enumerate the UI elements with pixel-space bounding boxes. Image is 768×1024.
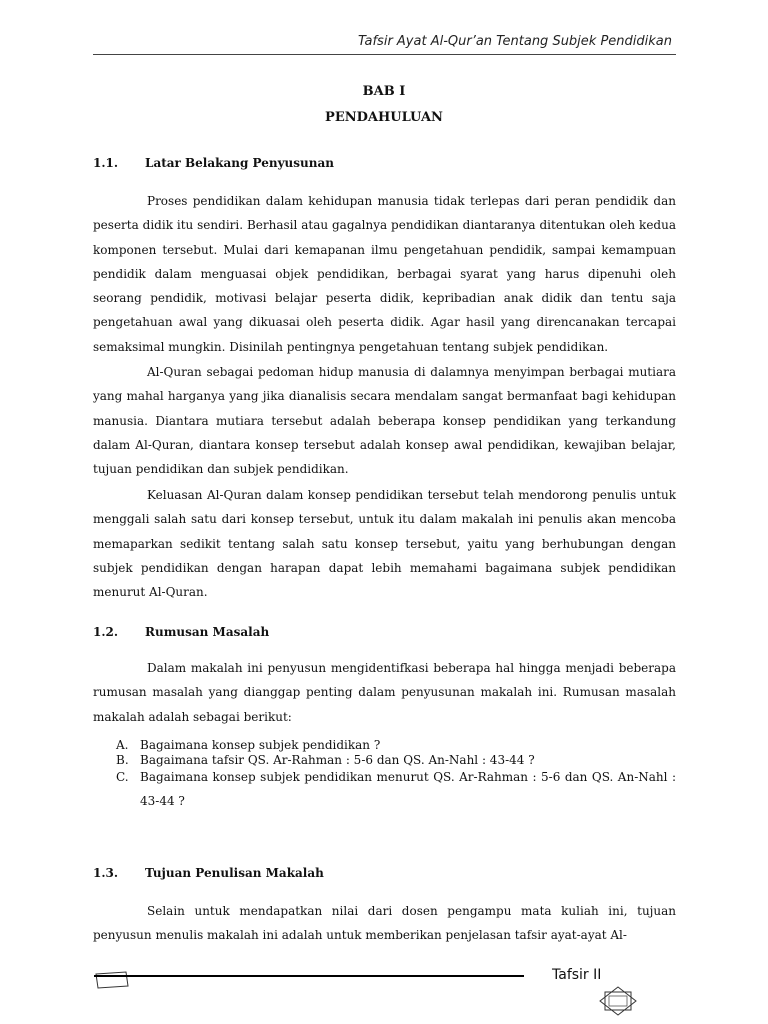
list-item: [116, 765, 676, 813]
header-divider: [93, 54, 676, 55]
list-item-text: Bagaimana tafsir QS. Ar-Rahman : 5-6 dan QS. An-Nahl : 43-44 ?: [140, 753, 535, 768]
section-title: Tujuan Penulisan Makalah: [145, 866, 324, 880]
section-heading-1-1: [93, 156, 334, 170]
section-heading-1-2: [93, 625, 269, 639]
list-marker: B.: [116, 753, 129, 768]
list-item: [116, 738, 676, 753]
footer-divider: [94, 975, 524, 977]
section-number: 1.2.: [93, 625, 119, 639]
list-item-text: Bagaimana konsep subjek pendidikan menurut QS. Ar-Rahman : 5-6 dan QS. An-Nahl : 43-44 ?: [140, 769, 676, 808]
section-title: Rumusan Masalah: [145, 625, 270, 639]
section-number: 1.3.: [93, 866, 119, 880]
section-number: 1.1.: [93, 156, 119, 170]
paragraph-1-1-a: Proses pendidikan dalam kehidupan manusia tidak terlepas dari peran pendidik dan peserta didik itu sendiri. Berhasil atau gagalnya pendidikan diantaranya ditentukan oleh kedua komponen tersebut. Mulai dari kemapanan ilmu pengetahuan pendidik, sampai kemampuan pendidik dalam menguasai objek pendidikan, berbagai syarat yang harus dipenuhi oleh seorang pendidik, motivasi belajar peserta didik, kepribadian anak didik dan tentu saja pengetahuan awal yang dikuasai oleh peserta didik. Agar hasil yang direncanakan tercapai semaksimal mungkin. Disinilah pentingnya pengetahuan tentang subjek pendidikan.: [93, 194, 676, 354]
footer-emblem-icon: [598, 985, 638, 1017]
list-marker: A.: [116, 738, 129, 752]
problem-list: [116, 738, 676, 813]
section-heading-1-3: [93, 866, 324, 880]
list-marker: C.: [116, 769, 129, 784]
list-item-text: Bagaimana konsep subjek pendidikan ?: [140, 738, 381, 752]
footer-label: Tafsir II: [552, 967, 602, 983]
chapter-number: BAB I: [362, 84, 406, 99]
running-header-title: Tafsir Ayat Al-Qur’an Tentang Subjek Pendidikan: [357, 34, 672, 49]
footer-ornament-icon: [94, 970, 130, 990]
paragraph-1-1-c: Keluasan Al-Quran dalam konsep pendidikan tersebut telah mendorong penulis untuk menggali salah satu dari konsep tersebut, untuk itu dalam makalah ini penulis akan mencoba memaparkan sedikit tentang salah satu konsep tersebut, yaitu yang berhubungan dengan subjek pendidikan dengan harapan dapat lebih memahami bagaimana subjek pendidikan menurut Al-Quran.: [93, 488, 676, 600]
chapter-title: PENDAHULUAN: [325, 110, 443, 125]
section-title: Latar Belakang Penyusunan: [145, 156, 334, 170]
paragraph-1-1-b: Al-Quran sebagai pedoman hidup manusia di dalamnya menyimpan berbagai mutiara yang mahal harganya yang jika dianalisis secara mendalam sangat bermanfaat bagi kehidupan manusia. Diantara mutiara tersebut adalah beberapa konsep pendidikan yang terkandung dalam Al-Quran, diantara konsep tersebut adalah konsep awal pendidikan, kewajiban belajar, tujuan pendidikan dan subjek pendidikan.: [93, 365, 676, 477]
paragraph-1-3-a: Selain untuk mendapatkan nilai dari dosen pengampu mata kuliah ini, tujuan penyusun menulis makalah ini adalah untuk memberikan penjelasan tafsir ayat-ayat Al-: [93, 904, 676, 943]
paragraph-1-2-a: Dalam makalah ini penyusun mengidentifkasi beberapa hal hingga menjadi beberapa rumusan masalah yang dianggap penting dalam penyusunan makalah ini. Rumusan masalah makalah adalah sebagai berikut:: [93, 661, 676, 724]
